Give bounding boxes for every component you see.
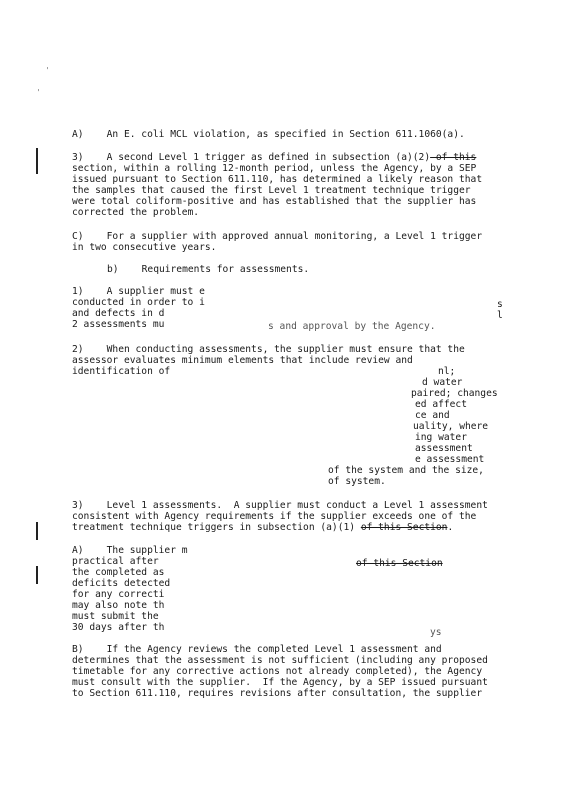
paragraph-1-line: 2 assessments mu [72, 319, 165, 330]
paragraph-2-fragment: ing water [415, 432, 467, 443]
paragraph-3b-line: 3) Level 1 assessments. A supplier must conduct a Level 1 assessment [72, 500, 488, 511]
paragraph-B-line: must consult with the supplier. If the Agency, by a SEP issued pursuant [72, 677, 488, 688]
paragraph-B-line: timetable for any corrective actions not already completed), the Agency [72, 666, 483, 677]
paragraph-c-line: in two consecutive years. [72, 242, 217, 253]
scan-speck: ' [36, 88, 41, 97]
paragraph-1-fragment: l [497, 310, 503, 321]
paragraph-1-fragment: s and approval by the Agency. [268, 321, 436, 332]
paragraph-2-fragment: e assessment [415, 454, 485, 465]
deleted-text: of this [430, 152, 477, 163]
paragraph-A-line: 30 days after th [72, 622, 165, 633]
revision-bar [36, 148, 38, 174]
paragraph-2-fragment: d water [422, 377, 463, 388]
scan-speck: ' [45, 66, 50, 75]
paragraph-3-line: 3) A second Level 1 trigger as defined in subsection (a)(2) of this [72, 152, 477, 163]
paragraph-A-line: A) The supplier m [72, 545, 188, 556]
paragraph-2-line: identification of [72, 366, 171, 377]
paragraph-A-line: deficits detected [72, 578, 171, 589]
paragraph-A-fragment: ys [430, 627, 442, 638]
paragraph-B-line: B) If the Agency reviews the completed Level 1 assessment and [72, 644, 442, 655]
paragraph-c-line: C) For a supplier with approved annual monitoring, a Level 1 trigger [72, 231, 483, 242]
paragraph-A-line: may also note th [72, 600, 165, 611]
deleted-text: of this Section [356, 558, 443, 569]
paragraph-2-fragment: assessment [415, 443, 473, 454]
paragraph-3b-line: treatment technique triggers in subsection (a)(1) of this Section. [72, 522, 454, 533]
paragraph-A-line: practical after [72, 556, 159, 567]
paragraph-B-line: determines that the assessment is not sufficient (including any proposed [72, 655, 488, 666]
paragraph-3-line: issued pursuant to Section 611.110, has determined a likely reason that [72, 174, 483, 185]
paragraph-1-line: conducted in order to i [72, 297, 205, 308]
paragraph-3-line: were total coliform-positive and has established that the supplier has [72, 196, 477, 207]
paragraph-A-line: the completed as [72, 567, 165, 578]
paragraph-1-line: and defects in d [72, 308, 165, 319]
deleted-text: of this Section [360, 522, 448, 533]
paragraph-2-fragment: ce and [415, 410, 450, 421]
paragraph-2-line: 2) When conducting assessments, the supplier must ensure that the [72, 344, 465, 355]
paragraph-2-fragment: paired; changes [411, 388, 498, 399]
paragraph-3b-line: consistent with Agency requirements if the supplier exceeds one of the [72, 511, 477, 522]
paragraph-2-fragment: nl; [438, 366, 456, 377]
revision-bar [36, 566, 38, 584]
paragraph-2-fragment: of the system and the size, [328, 465, 484, 476]
paragraph-2-line: assessor evaluates minimum elements that include review and [72, 355, 413, 366]
paragraph-A-line: for any correcti [72, 589, 165, 600]
paragraph-2-fragment: of system. [328, 476, 386, 487]
revision-bar [36, 522, 38, 540]
paragraph-3-line: the samples that caused the first Level 1 treatment technique trigger [72, 185, 471, 196]
paragraph-2-fragment: uality, where [413, 421, 489, 432]
paragraph-1-fragment: s [497, 299, 503, 310]
paragraph-B-line: to Section 611.110, requires revisions after consultation, the supplier [72, 688, 483, 699]
paragraph-1-line: 1) A supplier must e [72, 286, 205, 297]
section-heading-b: b) Requirements for assessments. [107, 264, 310, 275]
paragraph-2-fragment: ed affect [415, 399, 467, 410]
paragraph-a: A) An E. coli MCL violation, as specified in Section 611.1060(a). [72, 129, 465, 140]
paragraph-3-line: section, within a rolling 12-month period, unless the Agency, by a SEP [72, 163, 477, 174]
paragraph-3-line: corrected the problem. [72, 207, 200, 218]
paragraph-A-line: must submit the [72, 611, 159, 622]
